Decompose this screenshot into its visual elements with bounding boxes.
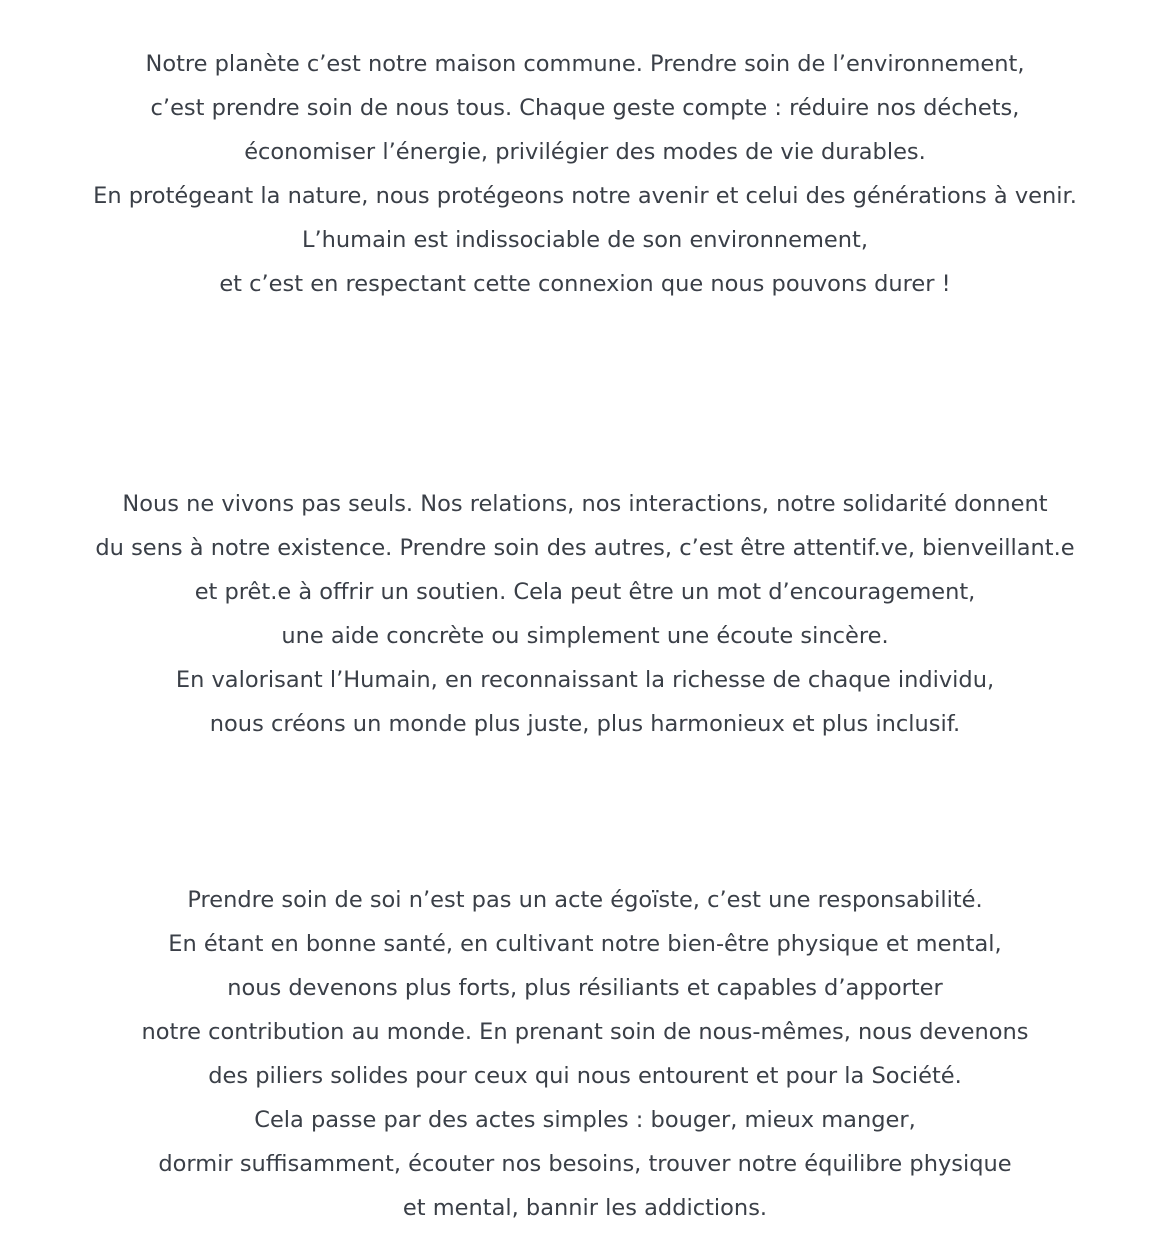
paragraph-line: économiser l’énergie, privilégier des modes de vie durables. — [244, 139, 926, 165]
paragraph-others — [0, 482, 1170, 746]
paragraph-line: et c’est en respectant cette connexion que nous pouvons durer ! — [219, 271, 951, 297]
paragraph-line: et mental, bannir les addictions. — [402, 1195, 768, 1221]
paragraph-line: et prêt.e à offrir un soutien. Cela peut être un mot d’encouragement, — [194, 579, 976, 605]
paragraph-line: nous créons un monde plus juste, plus harmonieux et plus inclusif. — [209, 711, 961, 737]
paragraph-line: nous devenons plus forts, plus résiliants et capables d’apporter — [227, 975, 943, 1001]
paragraph-line: Nous ne vivons pas seuls. Nos relations, nos interactions, notre solidarité donnent — [122, 491, 1048, 517]
paragraph-line: L’humain est indissociable de son environnement, — [301, 227, 869, 253]
paragraph-line: En étant en bonne santé, en cultivant notre bien-être physique et mental, — [168, 931, 1002, 957]
paragraph-line: une aide concrète ou simplement une écoute sincère. — [281, 623, 889, 649]
paragraph-line: Cela passe par des actes simples : bouger, mieux manger, — [254, 1107, 916, 1133]
paragraph-line: En valorisant l’Humain, en reconnaissant la richesse de chaque individu, — [175, 667, 995, 693]
paragraph-self — [0, 878, 1170, 1230]
paragraph-line: des piliers solides pour ceux qui nous entourent et pour la Société. — [208, 1063, 962, 1089]
paragraph-line: En protégeant la nature, nous protégeons notre avenir et celui des générations à venir. — [93, 183, 1077, 209]
paragraph-line: c’est prendre soin de nous tous. Chaque geste compte : réduire nos déchets, — [150, 95, 1020, 121]
paragraph-environment — [0, 42, 1170, 306]
paragraph-line: du sens à notre existence. Prendre soin des autres, c’est être attentif.ve, bienveillant.e — [95, 535, 1075, 561]
paragraph-line: notre contribution au monde. En prenant soin de nous-mêmes, nous devenons — [141, 1019, 1029, 1045]
paragraph-line: Notre planète c’est notre maison commune. Prendre soin de l’environnement, — [145, 51, 1025, 77]
paragraph-line: Prendre soin de soi n’est pas un acte égoïste, c’est une responsabilité. — [187, 887, 983, 913]
paragraph-line: dormir suffisamment, écouter nos besoins, trouver notre équilibre physique — [158, 1151, 1012, 1177]
